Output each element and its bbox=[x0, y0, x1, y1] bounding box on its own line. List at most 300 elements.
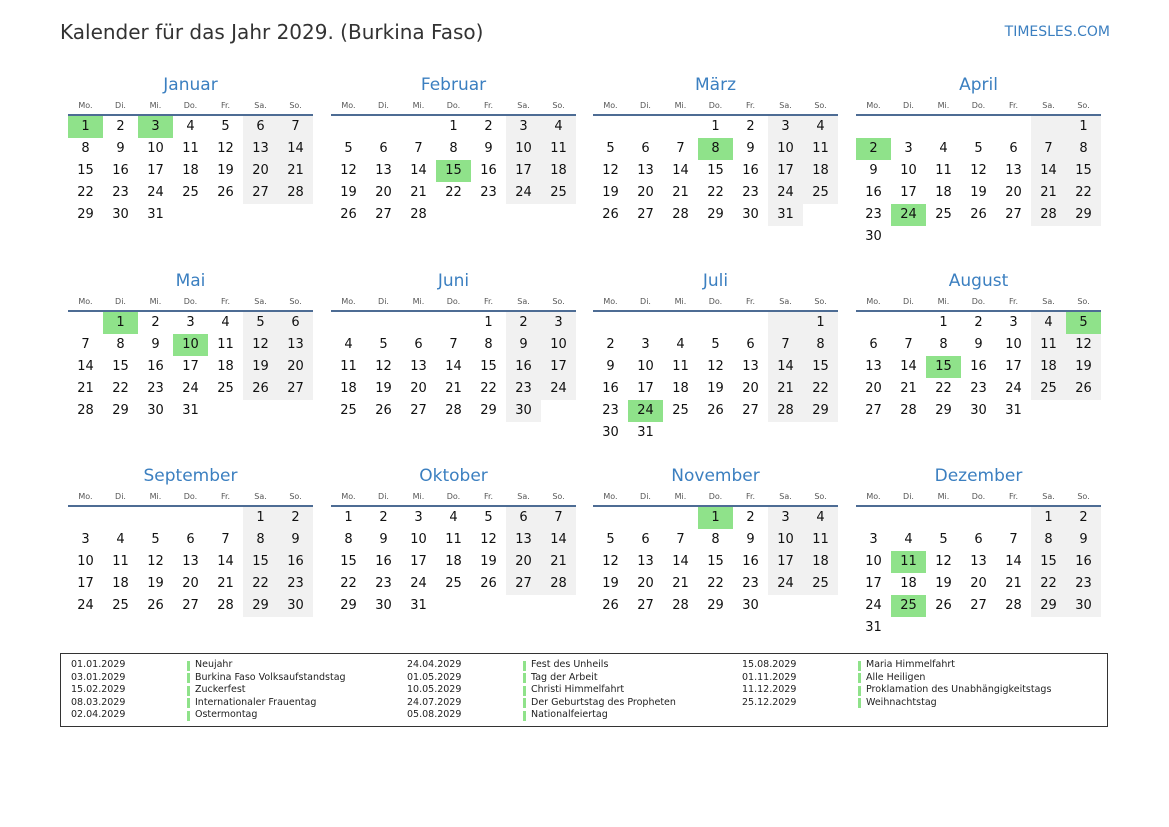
day-cell: 13 bbox=[410, 359, 427, 374]
holiday-day-cell: 8 bbox=[698, 138, 733, 160]
day-cell: 3 bbox=[641, 337, 650, 352]
day-cell: 17 bbox=[506, 160, 541, 182]
day-cell: 27 bbox=[970, 598, 987, 613]
day-cell: 11 bbox=[112, 554, 129, 569]
weekday-header bbox=[593, 488, 838, 507]
day-cell: 28 bbox=[1005, 598, 1022, 613]
day-cell: 19 bbox=[602, 576, 619, 591]
day-cell: 23 bbox=[970, 381, 987, 396]
day-cell: 12 bbox=[602, 163, 619, 178]
weekday-label: Fr. bbox=[745, 297, 756, 306]
day-cell: 2 bbox=[278, 507, 313, 529]
day-cell: 3 bbox=[186, 315, 195, 330]
day-cell: 10 bbox=[77, 554, 94, 569]
day-cell: 7 bbox=[1031, 138, 1066, 160]
month-name: März bbox=[695, 75, 736, 95]
day-cell: 19 bbox=[935, 576, 952, 591]
empty-cell bbox=[663, 116, 698, 138]
day-cell: 13 bbox=[375, 163, 392, 178]
day-cell: 12 bbox=[707, 359, 724, 374]
day-cell: 20 bbox=[278, 356, 313, 378]
day-cell: 28 bbox=[77, 403, 94, 418]
day-cell: 16 bbox=[865, 185, 882, 200]
day-cell: 6 bbox=[186, 532, 195, 547]
day-cell: 29 bbox=[1066, 204, 1101, 226]
day-cell: 7 bbox=[449, 337, 458, 352]
day-cell: 2 bbox=[151, 315, 160, 330]
day-cell: 2 bbox=[606, 337, 615, 352]
day-cell: 19 bbox=[707, 381, 724, 396]
holiday-name: Burkina Faso Volksaufstandstag bbox=[195, 671, 346, 683]
empty-cell bbox=[628, 312, 663, 334]
weekday-label: Fr. bbox=[220, 297, 231, 306]
month-name: November bbox=[671, 466, 760, 486]
holiday-marker bbox=[187, 686, 190, 696]
day-cell: 18 bbox=[112, 576, 129, 591]
weekday-label: Fr. bbox=[483, 297, 494, 306]
empty-cell bbox=[856, 312, 891, 334]
day-cell: 7 bbox=[414, 141, 423, 156]
day-cell: 9 bbox=[278, 529, 313, 551]
weekday-header bbox=[593, 293, 838, 312]
day-cell: 24 bbox=[147, 185, 164, 200]
weekday-label: Do. bbox=[446, 101, 461, 110]
day-cell: 10 bbox=[768, 529, 803, 551]
day-cell: 2 bbox=[746, 119, 755, 134]
weekday-label: Sa. bbox=[517, 492, 530, 501]
day-cell: 23 bbox=[742, 185, 759, 200]
day-cell: 17 bbox=[1005, 359, 1022, 374]
day-cell: 23 bbox=[278, 573, 313, 595]
day-grid bbox=[331, 116, 576, 226]
weekday-label: Mi. bbox=[149, 101, 162, 110]
weekday-label: Mo. bbox=[78, 297, 93, 306]
empty-cell bbox=[768, 312, 803, 334]
day-grid bbox=[68, 116, 313, 226]
day-cell: 12 bbox=[480, 532, 497, 547]
legend-item bbox=[742, 697, 1166, 710]
day-cell: 10 bbox=[1005, 337, 1022, 352]
day-cell: 17 bbox=[865, 576, 882, 591]
day-cell: 25 bbox=[217, 381, 234, 396]
day-cell: 26 bbox=[340, 207, 357, 222]
day-cell: 14 bbox=[278, 138, 313, 160]
day-cell: 14 bbox=[77, 359, 94, 374]
weekday-label: Do. bbox=[971, 297, 986, 306]
holiday-date: 24.07.2029 bbox=[407, 696, 462, 708]
day-cell: 3 bbox=[869, 532, 878, 547]
day-cell: 31 bbox=[865, 620, 882, 635]
day-cell: 8 bbox=[711, 532, 720, 547]
day-cell: 11 bbox=[803, 529, 838, 551]
day-cell: 5 bbox=[243, 312, 278, 334]
holiday-day-cell: 1 bbox=[698, 507, 733, 529]
holiday-name: Proklamation des Unabhängigkeitstags bbox=[866, 684, 1052, 696]
legend-item bbox=[742, 684, 1166, 697]
day-cell: 22 bbox=[803, 378, 838, 400]
empty-cell bbox=[401, 312, 436, 334]
month-name: Oktober bbox=[419, 466, 488, 486]
day-cell: 17 bbox=[410, 554, 427, 569]
day-cell: 28 bbox=[541, 573, 576, 595]
day-cell: 6 bbox=[746, 337, 755, 352]
holiday-day-cell: 2 bbox=[856, 138, 891, 160]
empty-cell bbox=[593, 312, 628, 334]
holiday-name: Der Geburtstag des Propheten bbox=[531, 696, 676, 708]
empty-cell bbox=[138, 507, 173, 529]
day-grid bbox=[68, 312, 313, 422]
day-cell: 11 bbox=[217, 337, 234, 352]
day-cell: 24 bbox=[1005, 381, 1022, 396]
weekday-label: So. bbox=[552, 101, 565, 110]
month-april bbox=[856, 73, 1101, 248]
weekday-label: Di. bbox=[640, 492, 651, 501]
day-cell: 2 bbox=[506, 312, 541, 334]
holiday-date: 10.05.2029 bbox=[407, 684, 462, 696]
day-cell: 14 bbox=[672, 554, 689, 569]
weekday-label: Fr. bbox=[220, 101, 231, 110]
month-name: Februar bbox=[420, 75, 487, 95]
weekday-label: Fr. bbox=[1008, 101, 1019, 110]
day-cell: 21 bbox=[672, 185, 689, 200]
day-cell: 31 bbox=[1005, 403, 1022, 418]
day-cell: 27 bbox=[637, 207, 654, 222]
weekday-label: Sa. bbox=[779, 101, 792, 110]
day-cell: 1 bbox=[711, 119, 720, 134]
holiday-marker bbox=[523, 673, 526, 683]
weekday-label: So. bbox=[1077, 492, 1090, 501]
weekday-label: Mi. bbox=[674, 101, 687, 110]
weekday-header bbox=[593, 97, 838, 116]
holiday-name: Alle Heiligen bbox=[866, 671, 926, 683]
day-cell: 24 bbox=[541, 378, 576, 400]
day-cell: 7 bbox=[676, 532, 685, 547]
empty-cell bbox=[663, 312, 698, 334]
day-grid bbox=[68, 507, 313, 617]
day-cell: 1 bbox=[449, 119, 458, 134]
day-cell: 16 bbox=[970, 359, 987, 374]
day-cell: 21 bbox=[1031, 182, 1066, 204]
site-link[interactable]: TIMESLES.COM bbox=[1004, 24, 1110, 40]
month-juli bbox=[593, 269, 838, 444]
day-cell: 4 bbox=[541, 116, 576, 138]
day-cell: 16 bbox=[1066, 551, 1101, 573]
day-grid bbox=[331, 507, 576, 617]
weekday-label: Mo. bbox=[603, 297, 618, 306]
day-grid bbox=[593, 312, 838, 444]
weekday-label: Sa. bbox=[517, 297, 530, 306]
day-cell: 14 bbox=[541, 529, 576, 551]
holiday-name: Neujahr bbox=[195, 659, 233, 670]
weekday-label: Sa. bbox=[254, 101, 267, 110]
weekday-label: Mo. bbox=[341, 492, 356, 501]
weekday-label: Di. bbox=[378, 297, 389, 306]
day-cell: 24 bbox=[182, 381, 199, 396]
day-cell: 22 bbox=[243, 573, 278, 595]
day-cell: 1 bbox=[803, 312, 838, 334]
day-cell: 24 bbox=[865, 598, 882, 613]
weekday-label: Do. bbox=[708, 101, 723, 110]
day-cell: 22 bbox=[707, 576, 724, 591]
holiday-name: Ostermontag bbox=[195, 709, 258, 721]
day-cell: 22 bbox=[935, 381, 952, 396]
day-cell: 16 bbox=[480, 163, 497, 178]
weekday-label: Do. bbox=[446, 492, 461, 501]
day-cell: 6 bbox=[1009, 141, 1018, 156]
weekday-label: Do. bbox=[971, 101, 986, 110]
day-cell: 22 bbox=[1066, 182, 1101, 204]
day-cell: 8 bbox=[116, 337, 125, 352]
holiday-legend bbox=[60, 653, 1108, 727]
day-cell: 9 bbox=[151, 337, 160, 352]
day-cell: 3 bbox=[414, 510, 423, 525]
day-cell: 11 bbox=[340, 359, 357, 374]
empty-cell bbox=[593, 507, 628, 529]
weekday-label: Do. bbox=[708, 297, 723, 306]
day-cell: 24 bbox=[77, 598, 94, 613]
day-cell: 13 bbox=[1005, 163, 1022, 178]
day-cell: 30 bbox=[147, 403, 164, 418]
day-cell: 25 bbox=[672, 403, 689, 418]
month-dezember bbox=[856, 464, 1101, 639]
day-cell: 1 bbox=[939, 315, 948, 330]
day-cell: 16 bbox=[278, 551, 313, 573]
empty-cell bbox=[891, 116, 926, 138]
day-cell: 6 bbox=[869, 337, 878, 352]
holiday-name: Maria Himmelfahrt bbox=[866, 659, 955, 670]
day-cell: 7 bbox=[768, 334, 803, 356]
weekday-label: Do. bbox=[446, 297, 461, 306]
day-cell: 25 bbox=[803, 573, 838, 595]
weekday-label: Mo. bbox=[341, 297, 356, 306]
day-cell: 2 bbox=[974, 315, 983, 330]
day-grid bbox=[331, 312, 576, 422]
day-cell: 18 bbox=[803, 551, 838, 573]
empty-cell bbox=[733, 312, 768, 334]
holiday-marker bbox=[187, 673, 190, 683]
day-cell: 31 bbox=[147, 207, 164, 222]
day-cell: 22 bbox=[340, 576, 357, 591]
day-cell: 11 bbox=[445, 532, 462, 547]
empty-cell bbox=[366, 312, 401, 334]
day-cell: 9 bbox=[379, 532, 388, 547]
day-cell: 21 bbox=[900, 381, 917, 396]
day-cell: 8 bbox=[449, 141, 458, 156]
holiday-marker bbox=[858, 686, 861, 696]
day-cell: 5 bbox=[606, 141, 615, 156]
day-cell: 18 bbox=[445, 554, 462, 569]
day-cell: 19 bbox=[480, 554, 497, 569]
day-cell: 7 bbox=[904, 337, 913, 352]
weekday-label: Mo. bbox=[603, 492, 618, 501]
day-cell: 30 bbox=[278, 595, 313, 617]
day-cell: 19 bbox=[147, 576, 164, 591]
holiday-day-cell: 15 bbox=[926, 356, 961, 378]
day-grid bbox=[856, 507, 1101, 639]
month-august bbox=[856, 269, 1101, 422]
weekday-label: So. bbox=[552, 297, 565, 306]
day-cell: 5 bbox=[974, 141, 983, 156]
day-cell: 31 bbox=[768, 204, 803, 226]
weekday-header bbox=[856, 97, 1101, 116]
day-cell: 11 bbox=[935, 163, 952, 178]
day-cell: 7 bbox=[221, 532, 230, 547]
holiday-date: 15.08.2029 bbox=[742, 659, 797, 670]
day-cell: 23 bbox=[375, 576, 392, 591]
weekday-label: Sa. bbox=[1042, 492, 1055, 501]
weekday-label: Fr. bbox=[483, 492, 494, 501]
day-cell: 29 bbox=[340, 598, 357, 613]
weekday-header bbox=[331, 293, 576, 312]
day-cell: 10 bbox=[637, 359, 654, 374]
weekday-label: Mi. bbox=[412, 492, 425, 501]
holiday-name: Nationalfeiertag bbox=[531, 709, 608, 721]
day-cell: 30 bbox=[970, 403, 987, 418]
day-cell: 5 bbox=[379, 337, 388, 352]
weekday-label: Mi. bbox=[412, 101, 425, 110]
weekday-label: Mo. bbox=[341, 101, 356, 110]
month-januar bbox=[68, 73, 313, 226]
day-cell: 29 bbox=[243, 595, 278, 617]
weekday-label: So. bbox=[1077, 101, 1090, 110]
day-cell: 9 bbox=[974, 337, 983, 352]
day-cell: 20 bbox=[742, 381, 759, 396]
day-cell: 17 bbox=[541, 356, 576, 378]
day-cell: 30 bbox=[865, 229, 882, 244]
holiday-day-cell: 15 bbox=[436, 160, 471, 182]
day-cell: 25 bbox=[340, 403, 357, 418]
day-cell: 20 bbox=[243, 160, 278, 182]
day-cell: 14 bbox=[672, 163, 689, 178]
day-cell: 19 bbox=[602, 185, 619, 200]
day-cell: 3 bbox=[768, 116, 803, 138]
day-cell: 18 bbox=[541, 160, 576, 182]
day-cell: 6 bbox=[243, 116, 278, 138]
day-cell: 19 bbox=[1066, 356, 1101, 378]
day-cell: 13 bbox=[243, 138, 278, 160]
day-cell: 21 bbox=[410, 185, 427, 200]
empty-cell bbox=[996, 116, 1031, 138]
day-grid bbox=[593, 507, 838, 617]
weekday-label: Di. bbox=[640, 297, 651, 306]
empty-cell bbox=[173, 507, 208, 529]
day-cell: 14 bbox=[768, 356, 803, 378]
day-grid bbox=[856, 116, 1101, 248]
day-cell: 21 bbox=[541, 551, 576, 573]
weekday-label: Fr. bbox=[1008, 297, 1019, 306]
day-cell: 17 bbox=[182, 359, 199, 374]
holiday-day-cell: 3 bbox=[138, 116, 173, 138]
day-cell: 17 bbox=[768, 551, 803, 573]
day-cell: 26 bbox=[935, 598, 952, 613]
day-cell: 2 bbox=[1066, 507, 1101, 529]
day-cell: 26 bbox=[707, 403, 724, 418]
day-cell: 5 bbox=[939, 532, 948, 547]
weekday-label: Mo. bbox=[603, 101, 618, 110]
day-cell: 23 bbox=[147, 381, 164, 396]
day-cell: 30 bbox=[506, 400, 541, 422]
weekday-header bbox=[68, 97, 313, 116]
weekday-label: Di. bbox=[903, 297, 914, 306]
day-cell: 28 bbox=[445, 403, 462, 418]
weekday-label: Do. bbox=[971, 492, 986, 501]
day-cell: 15 bbox=[340, 554, 357, 569]
day-cell: 20 bbox=[637, 576, 654, 591]
day-cell: 17 bbox=[147, 163, 164, 178]
day-cell: 18 bbox=[182, 163, 199, 178]
day-cell: 26 bbox=[480, 576, 497, 591]
day-cell: 15 bbox=[480, 359, 497, 374]
day-cell: 11 bbox=[541, 138, 576, 160]
weekday-label: Sa. bbox=[517, 101, 530, 110]
weekday-label: Di. bbox=[903, 492, 914, 501]
holiday-date: 25.12.2029 bbox=[742, 696, 797, 708]
weekday-label: Do. bbox=[708, 492, 723, 501]
weekday-label: So. bbox=[814, 297, 827, 306]
day-cell: 21 bbox=[1005, 576, 1022, 591]
day-cell: 28 bbox=[410, 207, 427, 222]
holiday-marker bbox=[523, 698, 526, 708]
day-cell: 26 bbox=[243, 378, 278, 400]
holiday-date: 24.04.2029 bbox=[407, 659, 462, 670]
day-cell: 4 bbox=[803, 116, 838, 138]
day-cell: 14 bbox=[900, 359, 917, 374]
day-cell: 6 bbox=[974, 532, 983, 547]
month-name: Dezember bbox=[934, 466, 1023, 486]
day-cell: 15 bbox=[77, 163, 94, 178]
page-title: Kalender für das Jahr 2029. (Burkina Faso) bbox=[60, 20, 484, 44]
day-cell: 28 bbox=[900, 403, 917, 418]
legend-item bbox=[407, 709, 859, 722]
weekday-header bbox=[856, 488, 1101, 507]
month-juni bbox=[331, 269, 576, 422]
day-grid bbox=[856, 312, 1101, 422]
empty-cell bbox=[68, 312, 103, 334]
day-cell: 10 bbox=[541, 334, 576, 356]
day-cell: 26 bbox=[1066, 378, 1101, 400]
empty-cell bbox=[1031, 116, 1066, 138]
month-name: April bbox=[959, 75, 998, 95]
weekday-label: Di. bbox=[115, 101, 126, 110]
day-cell: 7 bbox=[278, 116, 313, 138]
day-cell: 3 bbox=[506, 116, 541, 138]
day-cell: 22 bbox=[1031, 573, 1066, 595]
legend-item bbox=[742, 672, 1166, 685]
day-cell: 15 bbox=[1031, 551, 1066, 573]
day-cell: 17 bbox=[900, 185, 917, 200]
day-cell: 6 bbox=[414, 337, 423, 352]
day-cell: 15 bbox=[1066, 160, 1101, 182]
day-cell: 10 bbox=[506, 138, 541, 160]
day-cell: 18 bbox=[935, 185, 952, 200]
holiday-day-cell: 10 bbox=[173, 334, 208, 356]
day-cell: 21 bbox=[217, 576, 234, 591]
empty-cell bbox=[961, 116, 996, 138]
weekday-header bbox=[856, 293, 1101, 312]
empty-cell bbox=[628, 507, 663, 529]
weekday-label: Mi. bbox=[674, 297, 687, 306]
month-name: Juli bbox=[702, 271, 729, 291]
day-cell: 15 bbox=[243, 551, 278, 573]
empty-cell bbox=[628, 116, 663, 138]
day-cell: 4 bbox=[221, 315, 230, 330]
day-cell: 24 bbox=[410, 576, 427, 591]
empty-cell bbox=[331, 312, 366, 334]
holiday-day-cell: 11 bbox=[891, 551, 926, 573]
day-cell: 5 bbox=[221, 119, 230, 134]
day-cell: 26 bbox=[602, 598, 619, 613]
day-cell: 13 bbox=[865, 359, 882, 374]
